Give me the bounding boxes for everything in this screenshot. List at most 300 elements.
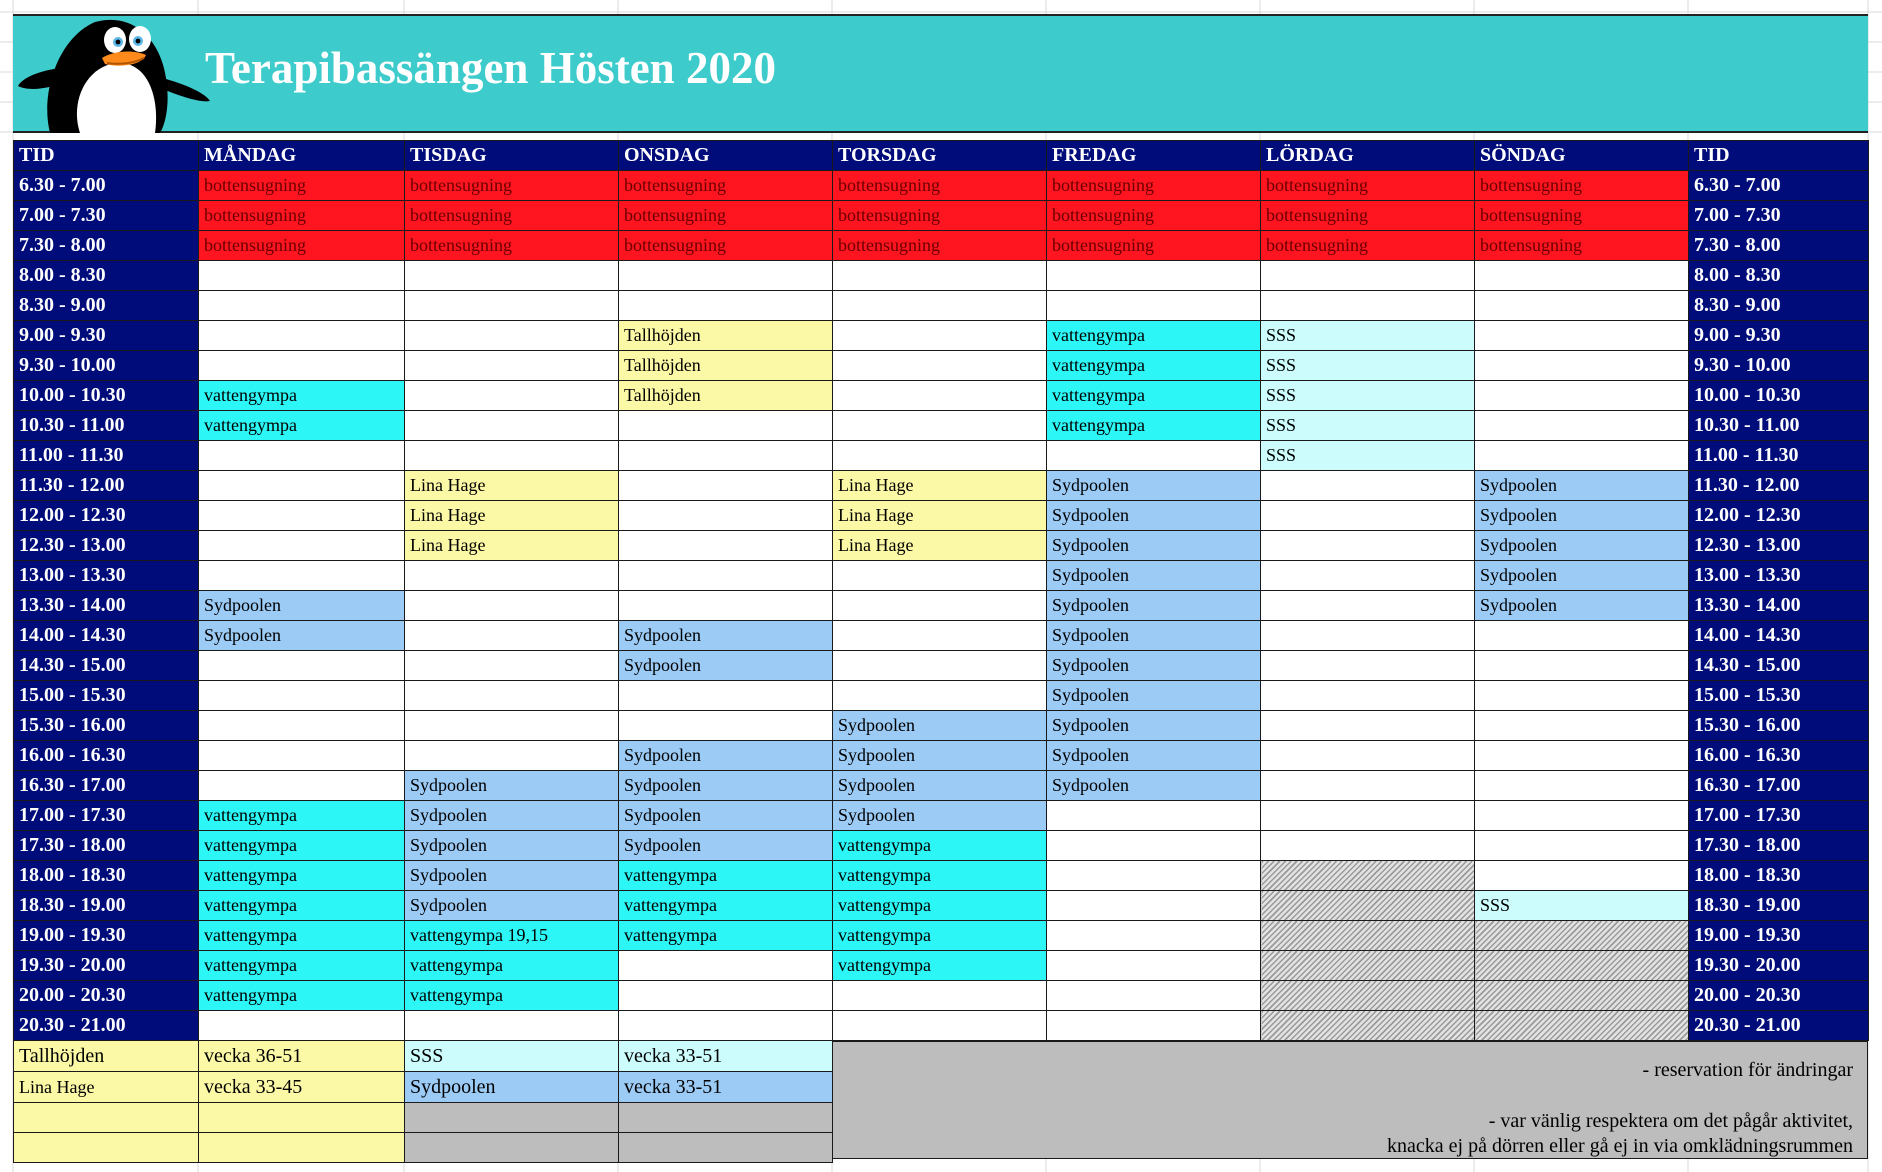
time-slot-right: 12.00 - 12.30 [1689, 501, 1869, 531]
legend-row [14, 1041, 833, 1072]
legend-label [14, 1103, 199, 1133]
cell-friday [1047, 801, 1261, 831]
cell-thursday [833, 381, 1047, 411]
cell-wednesday: vattengympa [619, 921, 833, 951]
cell-tuesday: bottensugning [405, 231, 619, 261]
schedule-row [14, 201, 1869, 231]
cell-thursday: Sydpoolen [833, 801, 1047, 831]
time-slot-right: 17.30 - 18.00 [1689, 831, 1869, 861]
cell-tuesday: Sydpoolen [405, 771, 619, 801]
time-slot-left: 20.30 - 21.00 [14, 1011, 199, 1041]
cell-wednesday: vattengympa [619, 891, 833, 921]
cell-friday: Sydpoolen [1047, 771, 1261, 801]
cell-monday: Sydpoolen [199, 591, 405, 621]
cell-tuesday [405, 741, 619, 771]
legend-label: Lina Hage [14, 1072, 199, 1103]
time-slot-left: 18.00 - 18.30 [14, 861, 199, 891]
cell-monday: vattengympa [199, 801, 405, 831]
cell-saturday [1261, 1011, 1475, 1041]
cell-sunday: bottensugning [1475, 231, 1689, 261]
cell-tuesday [405, 711, 619, 741]
cell-thursday: Lina Hage [833, 501, 1047, 531]
cell-friday: Sydpoolen [1047, 621, 1261, 651]
cell-wednesday [619, 681, 833, 711]
time-slot-right: 9.30 - 10.00 [1689, 351, 1869, 381]
schedule-row [14, 771, 1869, 801]
time-slot-right: 16.00 - 16.30 [1689, 741, 1869, 771]
cell-thursday: vattengympa [833, 861, 1047, 891]
cell-monday [199, 741, 405, 771]
cell-friday: bottensugning [1047, 201, 1261, 231]
time-slot-left: 13.00 - 13.30 [14, 561, 199, 591]
cell-tuesday: vattengympa [405, 951, 619, 981]
cell-tuesday: bottensugning [405, 171, 619, 201]
time-slot-right: 15.00 - 15.30 [1689, 681, 1869, 711]
cell-saturday [1261, 531, 1475, 561]
schedule-row [14, 171, 1869, 201]
cell-friday [1047, 861, 1261, 891]
time-slot-left: 15.30 - 16.00 [14, 711, 199, 741]
schedule-row [14, 651, 1869, 681]
cell-friday [1047, 441, 1261, 471]
schedule-row [14, 261, 1869, 291]
cell-friday [1047, 261, 1261, 291]
header-saturday: LÖRDAG [1261, 141, 1475, 171]
legend-weeks: vecka 33-51 [619, 1072, 833, 1103]
time-slot-right: 7.00 - 7.30 [1689, 201, 1869, 231]
cell-sunday [1475, 261, 1689, 291]
cell-wednesday: Sydpoolen [619, 621, 833, 651]
time-slot-left: 8.00 - 8.30 [14, 261, 199, 291]
time-slot-left: 19.30 - 20.00 [14, 951, 199, 981]
time-slot-right: 8.00 - 8.30 [1689, 261, 1869, 291]
cell-wednesday: Sydpoolen [619, 831, 833, 861]
legend-label [405, 1103, 619, 1133]
schedule-row [14, 861, 1869, 891]
cell-wednesday: vattengympa [619, 861, 833, 891]
cell-thursday [833, 591, 1047, 621]
cell-wednesday: Tallhöjden [619, 351, 833, 381]
cell-sunday [1475, 411, 1689, 441]
cell-friday: vattengympa [1047, 411, 1261, 441]
cell-wednesday [619, 711, 833, 741]
cell-wednesday [619, 291, 833, 321]
cell-friday [1047, 951, 1261, 981]
cell-tuesday: bottensugning [405, 201, 619, 231]
cell-wednesday [619, 951, 833, 981]
time-slot-right: 14.00 - 14.30 [1689, 621, 1869, 651]
time-slot-left: 14.30 - 15.00 [14, 651, 199, 681]
time-slot-right: 11.30 - 12.00 [1689, 471, 1869, 501]
penguin-logo [10, 8, 215, 133]
header-wednesday: ONSDAG [619, 141, 833, 171]
cell-tuesday: vattengympa 19,15 [405, 921, 619, 951]
cell-sunday [1475, 441, 1689, 471]
cell-sunday [1475, 711, 1689, 741]
cell-wednesday: bottensugning [619, 201, 833, 231]
time-slot-right: 18.00 - 18.30 [1689, 861, 1869, 891]
time-slot-right: 14.30 - 15.00 [1689, 651, 1869, 681]
cell-tuesday [405, 351, 619, 381]
time-slot-right: 19.30 - 20.00 [1689, 951, 1869, 981]
schedule-row [14, 951, 1869, 981]
cell-sunday [1475, 291, 1689, 321]
cell-friday [1047, 831, 1261, 861]
cell-monday: vattengympa [199, 921, 405, 951]
time-slot-right: 19.00 - 19.30 [1689, 921, 1869, 951]
cell-saturday: bottensugning [1261, 201, 1475, 231]
header-friday: FREDAG [1047, 141, 1261, 171]
cell-wednesday [619, 501, 833, 531]
cell-sunday [1475, 921, 1689, 951]
notes-box [832, 1041, 1868, 1159]
cell-sunday [1475, 651, 1689, 681]
cell-tuesday [405, 321, 619, 351]
time-slot-right: 12.30 - 13.00 [1689, 531, 1869, 561]
cell-saturday [1261, 561, 1475, 591]
cell-saturday [1261, 981, 1475, 1011]
time-slot-right: 10.00 - 10.30 [1689, 381, 1869, 411]
cell-sunday: Sydpoolen [1475, 471, 1689, 501]
time-slot-left: 17.30 - 18.00 [14, 831, 199, 861]
cell-monday [199, 561, 405, 591]
note-reservation: - reservation för ändringar [1642, 1059, 1853, 1081]
header-time-left: TID [14, 141, 199, 171]
cell-wednesday: Sydpoolen [619, 771, 833, 801]
cell-wednesday [619, 471, 833, 501]
cell-monday [199, 501, 405, 531]
legend-table [13, 1040, 833, 1163]
cell-monday [199, 681, 405, 711]
cell-friday: vattengympa [1047, 381, 1261, 411]
cell-monday [199, 471, 405, 501]
cell-sunday [1475, 621, 1689, 651]
cell-saturday: SSS [1261, 411, 1475, 441]
cell-wednesday [619, 531, 833, 561]
cell-thursday [833, 321, 1047, 351]
cell-thursday [833, 411, 1047, 441]
time-slot-left: 17.00 - 17.30 [14, 801, 199, 831]
cell-sunday: Sydpoolen [1475, 561, 1689, 591]
time-slot-left: 14.00 - 14.30 [14, 621, 199, 651]
cell-thursday [833, 651, 1047, 681]
cell-saturday [1261, 801, 1475, 831]
schedule-row [14, 471, 1869, 501]
cell-thursday [833, 291, 1047, 321]
cell-sunday [1475, 861, 1689, 891]
cell-sunday [1475, 831, 1689, 861]
cell-sunday [1475, 1011, 1689, 1041]
cell-tuesday: vattengympa [405, 981, 619, 1011]
cell-friday: Sydpoolen [1047, 651, 1261, 681]
cell-thursday [833, 981, 1047, 1011]
cell-monday [199, 711, 405, 741]
header-time-right: TID [1689, 141, 1869, 171]
cell-sunday [1475, 321, 1689, 351]
schedule-row [14, 501, 1869, 531]
cell-sunday [1475, 771, 1689, 801]
cell-tuesday: Sydpoolen [405, 831, 619, 861]
time-slot-right: 15.30 - 16.00 [1689, 711, 1869, 741]
cell-monday [199, 651, 405, 681]
cell-thursday [833, 261, 1047, 291]
cell-friday: Sydpoolen [1047, 741, 1261, 771]
cell-friday: Sydpoolen [1047, 591, 1261, 621]
time-slot-left: 8.30 - 9.00 [14, 291, 199, 321]
legend-label [14, 1133, 199, 1163]
time-slot-right: 20.00 - 20.30 [1689, 981, 1869, 1011]
cell-saturday: SSS [1261, 441, 1475, 471]
cell-monday: vattengympa [199, 891, 405, 921]
cell-wednesday: Sydpoolen [619, 741, 833, 771]
schedule-row [14, 831, 1869, 861]
cell-saturday: bottensugning [1261, 231, 1475, 261]
time-slot-right: 20.30 - 21.00 [1689, 1011, 1869, 1041]
legend-weeks: vecka 33-51 [619, 1041, 833, 1072]
time-slot-left: 12.00 - 12.30 [14, 501, 199, 531]
cell-thursday [833, 351, 1047, 381]
time-slot-right: 9.00 - 9.30 [1689, 321, 1869, 351]
cell-sunday: bottensugning [1475, 171, 1689, 201]
time-slot-right: 13.30 - 14.00 [1689, 591, 1869, 621]
cell-monday [199, 771, 405, 801]
schedule-row [14, 381, 1869, 411]
cell-monday: vattengympa [199, 861, 405, 891]
cell-wednesday [619, 411, 833, 441]
cell-wednesday [619, 561, 833, 591]
schedule-row [14, 711, 1869, 741]
cell-saturday [1261, 471, 1475, 501]
cell-friday [1047, 921, 1261, 951]
time-slot-left: 20.00 - 20.30 [14, 981, 199, 1011]
cell-thursday: Sydpoolen [833, 771, 1047, 801]
note-respect-activity: - var vänlig respektera om det pågår aktivitet, [1488, 1110, 1853, 1132]
cell-thursday: Sydpoolen [833, 741, 1047, 771]
legend-label: Tallhöjden [14, 1041, 199, 1072]
cell-saturday: bottensugning [1261, 171, 1475, 201]
cell-saturday [1261, 831, 1475, 861]
time-slot-right: 8.30 - 9.00 [1689, 291, 1869, 321]
cell-friday: Sydpoolen [1047, 471, 1261, 501]
cell-tuesday: Lina Hage [405, 471, 619, 501]
cell-monday: vattengympa [199, 831, 405, 861]
cell-saturday [1261, 651, 1475, 681]
time-slot-left: 10.30 - 11.00 [14, 411, 199, 441]
cell-saturday: SSS [1261, 351, 1475, 381]
time-slot-right: 6.30 - 7.00 [1689, 171, 1869, 201]
cell-thursday: vattengympa [833, 921, 1047, 951]
cell-friday [1047, 1011, 1261, 1041]
cell-monday [199, 261, 405, 291]
cell-thursday: Lina Hage [833, 531, 1047, 561]
cell-monday: Sydpoolen [199, 621, 405, 651]
cell-wednesday [619, 981, 833, 1011]
cell-friday [1047, 981, 1261, 1011]
cell-monday: bottensugning [199, 231, 405, 261]
cell-saturday [1261, 891, 1475, 921]
cell-tuesday [405, 621, 619, 651]
note-do-not-knock: knacka ej på dörren eller gå ej in via omklädningsrummen [1387, 1135, 1853, 1157]
legend-label [405, 1133, 619, 1163]
schedule-row [14, 621, 1869, 651]
cell-friday [1047, 891, 1261, 921]
cell-wednesday: bottensugning [619, 171, 833, 201]
cell-monday: vattengympa [199, 381, 405, 411]
time-slot-right: 18.30 - 19.00 [1689, 891, 1869, 921]
cell-sunday [1475, 351, 1689, 381]
schedule-table [13, 140, 1869, 1041]
cell-tuesday [405, 681, 619, 711]
header-monday: MÅNDAG [199, 141, 405, 171]
time-slot-left: 13.30 - 14.00 [14, 591, 199, 621]
cell-tuesday [405, 381, 619, 411]
cell-thursday: bottensugning [833, 201, 1047, 231]
cell-sunday [1475, 741, 1689, 771]
cell-monday: vattengympa [199, 411, 405, 441]
schedule-row [14, 591, 1869, 621]
cell-saturday [1261, 621, 1475, 651]
cell-tuesday [405, 1011, 619, 1041]
legend-label: Sydpoolen [405, 1072, 619, 1103]
cell-thursday: vattengympa [833, 831, 1047, 861]
cell-thursday: bottensugning [833, 231, 1047, 261]
cell-sunday: SSS [1475, 891, 1689, 921]
time-slot-left: 9.00 - 9.30 [14, 321, 199, 351]
cell-saturday [1261, 921, 1475, 951]
cell-friday: Sydpoolen [1047, 711, 1261, 741]
cell-friday: Sydpoolen [1047, 531, 1261, 561]
cell-saturday [1261, 291, 1475, 321]
cell-saturday: SSS [1261, 381, 1475, 411]
time-slot-left: 18.30 - 19.00 [14, 891, 199, 921]
cell-sunday: bottensugning [1475, 201, 1689, 231]
schedule-row [14, 801, 1869, 831]
time-slot-left: 11.30 - 12.00 [14, 471, 199, 501]
schedule-row [14, 531, 1869, 561]
cell-sunday: Sydpoolen [1475, 531, 1689, 561]
cell-saturday [1261, 951, 1475, 981]
cell-monday [199, 351, 405, 381]
time-slot-left: 15.00 - 15.30 [14, 681, 199, 711]
cell-tuesday: Sydpoolen [405, 801, 619, 831]
cell-saturday [1261, 711, 1475, 741]
cell-sunday [1475, 381, 1689, 411]
cell-monday: vattengympa [199, 951, 405, 981]
cell-sunday [1475, 951, 1689, 981]
cell-saturday [1261, 861, 1475, 891]
cell-thursday [833, 1011, 1047, 1041]
time-slot-left: 16.00 - 16.30 [14, 741, 199, 771]
cell-wednesday: Sydpoolen [619, 651, 833, 681]
schedule-row [14, 291, 1869, 321]
cell-sunday: Sydpoolen [1475, 501, 1689, 531]
cell-monday [199, 321, 405, 351]
cell-tuesday [405, 591, 619, 621]
cell-thursday [833, 681, 1047, 711]
cell-wednesday: Tallhöjden [619, 321, 833, 351]
cell-saturday [1261, 771, 1475, 801]
time-slot-left: 19.00 - 19.30 [14, 921, 199, 951]
cell-wednesday [619, 591, 833, 621]
legend-weeks: vecka 36-51 [199, 1041, 405, 1072]
cell-tuesday [405, 561, 619, 591]
header-sunday: SÖNDAG [1475, 141, 1689, 171]
cell-tuesday [405, 441, 619, 471]
cell-monday: bottensugning [199, 171, 405, 201]
cell-monday: vattengympa [199, 981, 405, 1011]
cell-friday: vattengympa [1047, 351, 1261, 381]
cell-friday [1047, 291, 1261, 321]
schedule-row [14, 891, 1869, 921]
cell-monday [199, 531, 405, 561]
schedule-row [14, 741, 1869, 771]
cell-thursday: Sydpoolen [833, 711, 1047, 741]
cell-wednesday [619, 261, 833, 291]
legend-weeks [199, 1133, 405, 1163]
schedule-row [14, 321, 1869, 351]
cell-wednesday: Sydpoolen [619, 801, 833, 831]
schedule-row [14, 231, 1869, 261]
cell-friday: Sydpoolen [1047, 501, 1261, 531]
cell-wednesday [619, 441, 833, 471]
legend-weeks [619, 1103, 833, 1133]
schedule-row [14, 351, 1869, 381]
cell-wednesday: Tallhöjden [619, 381, 833, 411]
page-title: Terapibassängen Hösten 2020 [205, 43, 776, 93]
cell-friday: vattengympa [1047, 321, 1261, 351]
header-thursday: TORSDAG [833, 141, 1047, 171]
legend-weeks [199, 1103, 405, 1133]
cell-saturday [1261, 741, 1475, 771]
cell-saturday [1261, 261, 1475, 291]
legend-row [14, 1103, 833, 1133]
cell-thursday: bottensugning [833, 171, 1047, 201]
cell-friday: bottensugning [1047, 231, 1261, 261]
time-slot-right: 11.00 - 11.30 [1689, 441, 1869, 471]
time-slot-left: 6.30 - 7.00 [14, 171, 199, 201]
legend-row [14, 1072, 833, 1103]
cell-saturday: SSS [1261, 321, 1475, 351]
time-slot-left: 7.00 - 7.30 [14, 201, 199, 231]
cell-sunday: Sydpoolen [1475, 591, 1689, 621]
cell-monday: bottensugning [199, 201, 405, 231]
schedule-row [14, 681, 1869, 711]
cell-thursday: vattengympa [833, 891, 1047, 921]
cell-tuesday [405, 411, 619, 441]
time-slot-left: 12.30 - 13.00 [14, 531, 199, 561]
time-slot-right: 7.30 - 8.00 [1689, 231, 1869, 261]
cell-thursday [833, 441, 1047, 471]
cell-friday: bottensugning [1047, 171, 1261, 201]
cell-tuesday [405, 651, 619, 681]
cell-tuesday: Lina Hage [405, 531, 619, 561]
legend-weeks: vecka 33-45 [199, 1072, 405, 1103]
time-slot-left: 10.00 - 10.30 [14, 381, 199, 411]
time-slot-right: 13.00 - 13.30 [1689, 561, 1869, 591]
legend-row [14, 1133, 833, 1163]
cell-tuesday [405, 291, 619, 321]
schedule-row [14, 411, 1869, 441]
cell-sunday [1475, 981, 1689, 1011]
schedule-row [14, 981, 1869, 1011]
cell-monday [199, 291, 405, 321]
header-row [14, 141, 1869, 171]
cell-monday [199, 1011, 405, 1041]
schedule-row [14, 561, 1869, 591]
time-slot-right: 17.00 - 17.30 [1689, 801, 1869, 831]
legend-weeks [619, 1133, 833, 1163]
cell-thursday [833, 561, 1047, 591]
